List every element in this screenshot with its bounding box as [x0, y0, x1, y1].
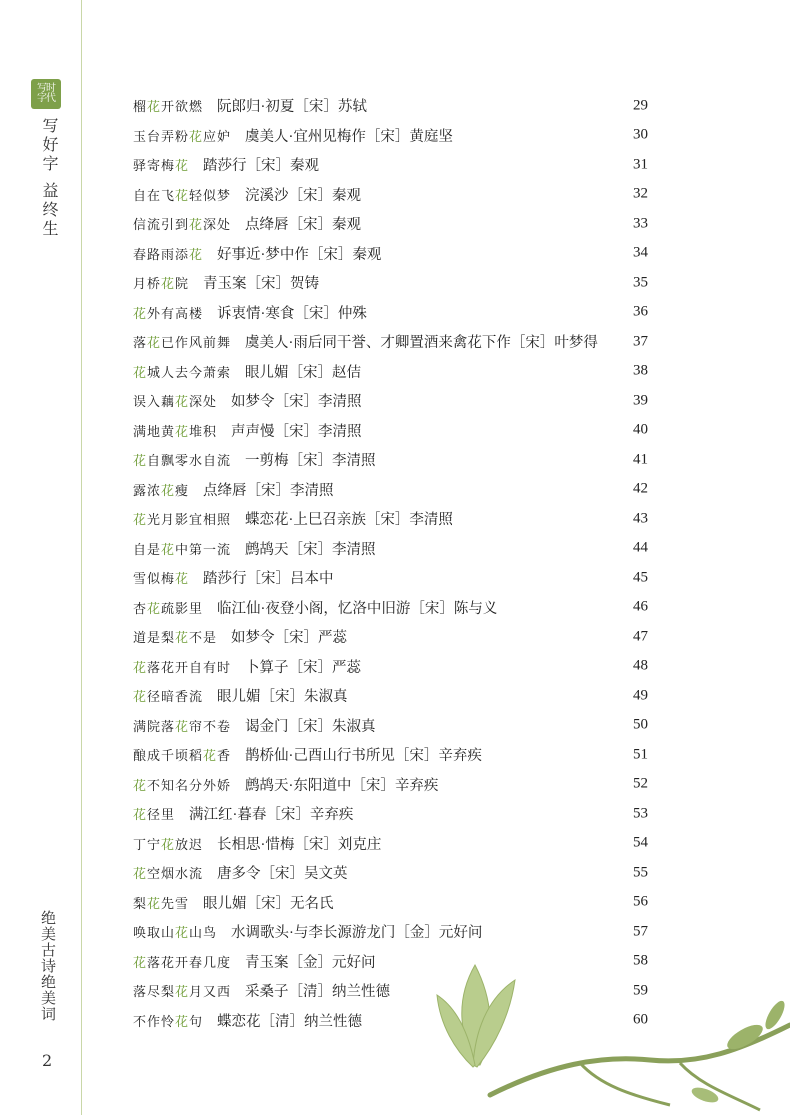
poem-source: 眼儿媚［宋］朱淑真 [217, 689, 348, 706]
highlighted-hua: 花 [133, 955, 148, 971]
poem-line-post: 落花开自有时 [147, 660, 232, 676]
toc-entry[interactable] [133, 475, 648, 505]
entry-page-number: 38 [633, 362, 648, 379]
highlighted-hua: 花 [161, 483, 176, 499]
poem-source: 诉衷情·寒食［宋］仲殊 [217, 305, 367, 322]
poem-line [133, 126, 231, 145]
poem-line-pre: 信流引到 [133, 218, 190, 234]
toc-entry[interactable] [133, 888, 648, 918]
highlighted-hua: 花 [133, 513, 148, 529]
highlighted-hua: 花 [147, 100, 162, 116]
toc-entry[interactable] [133, 504, 648, 534]
entry-page-number: 31 [633, 156, 648, 173]
poem-line-post: 自飘零水自流 [147, 454, 232, 470]
poem-line-pre: 落 [133, 336, 148, 352]
toc-entry[interactable] [133, 298, 648, 328]
entry-page-number: 41 [633, 451, 648, 468]
toc-entry[interactable] [133, 445, 648, 475]
highlighted-hua: 花 [147, 601, 162, 617]
poem-source: 一剪梅［宋］李清照 [245, 453, 376, 470]
poem-line [133, 598, 203, 617]
entry-page-number: 45 [633, 569, 648, 586]
poem-line [133, 214, 231, 233]
margin-rule [81, 0, 82, 1115]
toc-entry[interactable] [133, 740, 648, 770]
highlighted-hua: 花 [175, 572, 190, 588]
toc-entry[interactable] [133, 91, 648, 121]
poem-line [133, 1011, 203, 1030]
poem-source: 鹧鸪天［宋］李清照 [245, 541, 376, 558]
poem-source: 浣溪沙［宋］秦观 [245, 187, 362, 204]
poem-line [133, 981, 231, 1000]
entry-page-number: 40 [633, 421, 648, 438]
poem-line [133, 509, 231, 528]
poem-line [133, 273, 189, 292]
poem-line [133, 716, 231, 735]
poem-line-pre: 榴 [133, 100, 148, 116]
toc-entry[interactable] [133, 770, 648, 800]
poem-line [133, 362, 231, 381]
poem-line-pre: 春路雨添 [133, 247, 190, 263]
entry-page-number: 29 [633, 97, 648, 114]
poem-line-pre: 雪似梅 [133, 572, 176, 588]
poem-line-post: 应妒 [203, 129, 232, 145]
slogan: 写好字 益终生 [40, 117, 59, 240]
poem-line-post: 放迟 [175, 837, 204, 853]
poem-line-post: 堆积 [189, 424, 218, 440]
toc-entry[interactable] [133, 327, 648, 357]
highlighted-hua: 花 [133, 306, 148, 322]
poem-line-post: 不是 [189, 631, 218, 647]
entry-page-number: 53 [633, 805, 648, 822]
poem-line [133, 244, 203, 263]
table-of-contents [133, 91, 648, 1035]
toc-entry[interactable] [133, 180, 648, 210]
poem-line-pre: 唤取山 [133, 926, 176, 942]
poem-source: 眼儿媚［宋］无名氏 [203, 895, 334, 912]
poem-line [133, 185, 231, 204]
poem-line [133, 686, 203, 705]
poem-source: 蝶恋花［清］纳兰性德 [217, 1013, 363, 1030]
toc-entry[interactable] [133, 209, 648, 239]
poem-line-post: 径暗香流 [147, 690, 204, 706]
entry-page-number: 49 [633, 687, 648, 704]
publisher-logo [31, 79, 61, 109]
entry-page-number: 37 [633, 333, 648, 350]
highlighted-hua: 花 [147, 896, 162, 912]
toc-entry[interactable] [133, 268, 648, 298]
poem-line [133, 775, 231, 794]
poem-line-pre: 不作怜 [133, 1014, 176, 1030]
poem-line-post: 月又西 [189, 985, 232, 1001]
poem-line-pre: 丁宁 [133, 837, 162, 853]
toc-entry[interactable] [133, 622, 648, 652]
poem-line-post: 中第一流 [175, 542, 232, 558]
poem-line [133, 893, 189, 912]
poem-line-post: 帘不卷 [189, 719, 232, 735]
poem-line [133, 480, 189, 499]
poem-source: 点绛唇［宋］李清照 [203, 482, 334, 499]
entry-page-number: 48 [633, 657, 648, 674]
poem-line-post: 院 [175, 277, 190, 293]
poem-source: 青玉案［金］元好问 [245, 954, 376, 971]
entry-page-number: 47 [633, 628, 648, 645]
poem-source: 临江仙·夜登小阁，忆洛中旧游［宋］陈与义 [217, 600, 498, 617]
book-title: 绝美古诗绝美词 [39, 910, 57, 1022]
poem-source: 谒金门［宋］朱淑真 [245, 718, 376, 735]
entry-page-number: 30 [633, 126, 648, 143]
toc-entry[interactable] [133, 917, 648, 947]
poem-line-pre: 落尽梨 [133, 985, 176, 1001]
entry-page-number: 55 [633, 864, 648, 881]
highlighted-hua: 花 [133, 660, 148, 676]
highlighted-hua: 花 [175, 1014, 190, 1030]
poem-line [133, 421, 217, 440]
poem-line-post: 香 [217, 749, 232, 765]
toc-entry[interactable] [133, 239, 648, 269]
entry-page-number: 58 [633, 952, 648, 969]
highlighted-hua: 花 [189, 218, 204, 234]
toc-entry[interactable] [133, 652, 648, 682]
toc-entry[interactable] [133, 534, 648, 564]
poem-source: 唐多令［宋］吴文英 [217, 866, 348, 883]
poem-line-pre: 自是 [133, 542, 162, 558]
poem-source: 采桑子［清］纳兰性德 [245, 984, 391, 1001]
entry-page-number: 33 [633, 215, 648, 232]
poem-line-post: 径里 [147, 808, 176, 824]
poem-line-post: 句 [189, 1014, 204, 1030]
poem-line-pre: 自在飞 [133, 188, 176, 204]
highlighted-hua: 花 [161, 277, 176, 293]
poem-line [133, 657, 231, 676]
poem-source: 声声慢［宋］李清照 [231, 423, 362, 440]
highlighted-hua: 花 [175, 719, 190, 735]
poem-line-post: 轻似梦 [189, 188, 232, 204]
highlighted-hua: 花 [133, 454, 148, 470]
poem-source: 鹧鸪天·东阳道中［宋］辛弃疾 [245, 777, 439, 794]
poem-line-post: 外有高楼 [147, 306, 204, 322]
highlighted-hua: 花 [175, 395, 190, 411]
highlighted-hua: 花 [175, 188, 190, 204]
entry-page-number: 54 [633, 834, 648, 851]
poem-line [133, 303, 203, 322]
poem-source: 踏莎行［宋］秦观 [203, 158, 320, 175]
poem-line-post: 开欲燃 [161, 100, 204, 116]
entry-page-number: 43 [633, 510, 648, 527]
poem-line [133, 450, 231, 469]
poem-source: 满江红·暮春［宋］辛弃疾 [189, 807, 354, 824]
highlighted-hua: 花 [175, 926, 190, 942]
highlighted-hua: 花 [133, 365, 148, 381]
entry-page-number: 42 [633, 480, 648, 497]
poem-line-pre: 误入藕 [133, 395, 176, 411]
entry-page-number: 50 [633, 716, 648, 733]
poem-line-pre: 玉台弄粉 [133, 129, 190, 145]
highlighted-hua: 花 [175, 985, 190, 1001]
highlighted-hua: 花 [133, 867, 148, 883]
poem-line-post: 疏影里 [161, 601, 204, 617]
poem-line-pre: 满地黄 [133, 424, 176, 440]
toc-entry[interactable] [133, 858, 648, 888]
toc-entry[interactable] [133, 386, 648, 416]
poem-line [133, 568, 189, 587]
toc-entry[interactable] [133, 681, 648, 711]
poem-line [133, 539, 231, 558]
poem-line-pre: 酿成千顷稻 [133, 749, 204, 765]
entry-page-number: 35 [633, 274, 648, 291]
poem-source: 虞美人·宜州见梅作［宋］黄庭坚 [245, 128, 453, 145]
poem-line-post: 城人去今萧索 [147, 365, 232, 381]
poem-line [133, 391, 217, 410]
poem-line-pre: 驿寄梅 [133, 159, 176, 175]
toc-entry[interactable] [133, 121, 648, 151]
entry-page-number: 57 [633, 923, 648, 940]
poem-line [133, 952, 231, 971]
toc-entry[interactable] [133, 711, 648, 741]
highlighted-hua: 花 [175, 424, 190, 440]
poem-line [133, 745, 231, 764]
highlighted-hua: 花 [189, 247, 204, 263]
highlighted-hua: 花 [133, 690, 148, 706]
highlighted-hua: 花 [133, 808, 148, 824]
poem-source: 蝶恋花·上巳召亲族［宋］李清照 [245, 512, 453, 529]
poem-line-post: 深处 [189, 395, 218, 411]
highlighted-hua: 花 [175, 159, 190, 175]
entry-page-number: 56 [633, 893, 648, 910]
poem-line-pre: 满院落 [133, 719, 176, 735]
entry-page-number: 59 [633, 982, 648, 999]
poem-source: 虞美人·雨后同干誉、才卿置酒来禽花下作［宋］叶梦得 [245, 335, 598, 352]
poem-line [133, 834, 203, 853]
poem-line-post: 已作风前舞 [161, 336, 232, 352]
poem-source: 如梦令［宋］严蕊 [231, 630, 348, 647]
toc-entry[interactable] [133, 563, 648, 593]
highlighted-hua: 花 [147, 336, 162, 352]
highlighted-hua: 花 [189, 129, 204, 145]
toc-entry[interactable] [133, 593, 648, 623]
entry-page-number: 46 [633, 598, 648, 615]
poem-source: 长相思·惜梅［宋］刘克庄 [217, 836, 382, 853]
page-number: 2 [42, 1051, 53, 1070]
poem-source: 好事近·梦中作［宋］秦观 [217, 246, 382, 263]
poem-line-post: 瘦 [175, 483, 190, 499]
entry-page-number: 39 [633, 392, 648, 409]
entry-page-number: 32 [633, 185, 648, 202]
toc-entry[interactable] [133, 799, 648, 829]
poem-line-pre: 露浓 [133, 483, 162, 499]
highlighted-hua: 花 [175, 631, 190, 647]
entry-page-number: 51 [633, 746, 648, 763]
poem-line-pre: 梨 [133, 896, 148, 912]
poem-line [133, 922, 217, 941]
poem-line-post: 空烟水流 [147, 867, 204, 883]
poem-line [133, 863, 203, 882]
poem-line-post: 深处 [203, 218, 232, 234]
poem-line [133, 627, 217, 646]
toc-entry[interactable] [133, 829, 648, 859]
poem-source: 卜算子［宋］严蕊 [245, 659, 362, 676]
poem-line-pre: 道是梨 [133, 631, 176, 647]
poem-source: 鹊桥仙·己酉山行书所见［宋］辛弃疾 [245, 748, 482, 765]
poem-line [133, 155, 189, 174]
poem-source: 点绛唇［宋］秦观 [245, 217, 362, 234]
poem-line-post: 山鸟 [189, 926, 218, 942]
poem-line [133, 96, 203, 115]
entry-page-number: 44 [633, 539, 648, 556]
entry-page-number: 36 [633, 303, 648, 320]
poem-source: 青玉案［宋］贺铸 [203, 276, 320, 293]
poem-source: 眼儿媚［宋］赵佶 [245, 364, 362, 381]
entry-page-number: 34 [633, 244, 648, 261]
entry-page-number: 52 [633, 775, 648, 792]
poem-line [133, 332, 231, 351]
toc-entry[interactable] [133, 150, 648, 180]
highlighted-hua: 花 [161, 542, 176, 558]
logo-text: 写时字代 [37, 83, 55, 104]
toc-entry[interactable] [133, 357, 648, 387]
poem-source: 水调歌头·与李长源游龙门［金］元好问 [231, 925, 483, 942]
poem-line-post: 先雪 [161, 896, 190, 912]
poem-line-post: 光月影宜相照 [147, 513, 232, 529]
highlighted-hua: 花 [133, 778, 148, 794]
toc-entry[interactable] [133, 416, 648, 446]
poem-line-post: 落花开春几度 [147, 955, 232, 971]
highlighted-hua: 花 [161, 837, 176, 853]
poem-source: 踏莎行［宋］吕本中 [203, 571, 334, 588]
highlighted-hua: 花 [203, 749, 218, 765]
entry-page-number: 60 [633, 1011, 648, 1028]
poem-line-pre: 月桥 [133, 277, 162, 293]
poem-line [133, 804, 175, 823]
poem-line-post: 不知名分外娇 [147, 778, 232, 794]
poem-source: 阮郎归·初夏［宋］苏轼 [217, 99, 367, 116]
magnolia-branch-illustration [430, 945, 790, 1115]
poem-line-pre: 杏 [133, 601, 148, 617]
poem-source: 如梦令［宋］李清照 [231, 394, 362, 411]
